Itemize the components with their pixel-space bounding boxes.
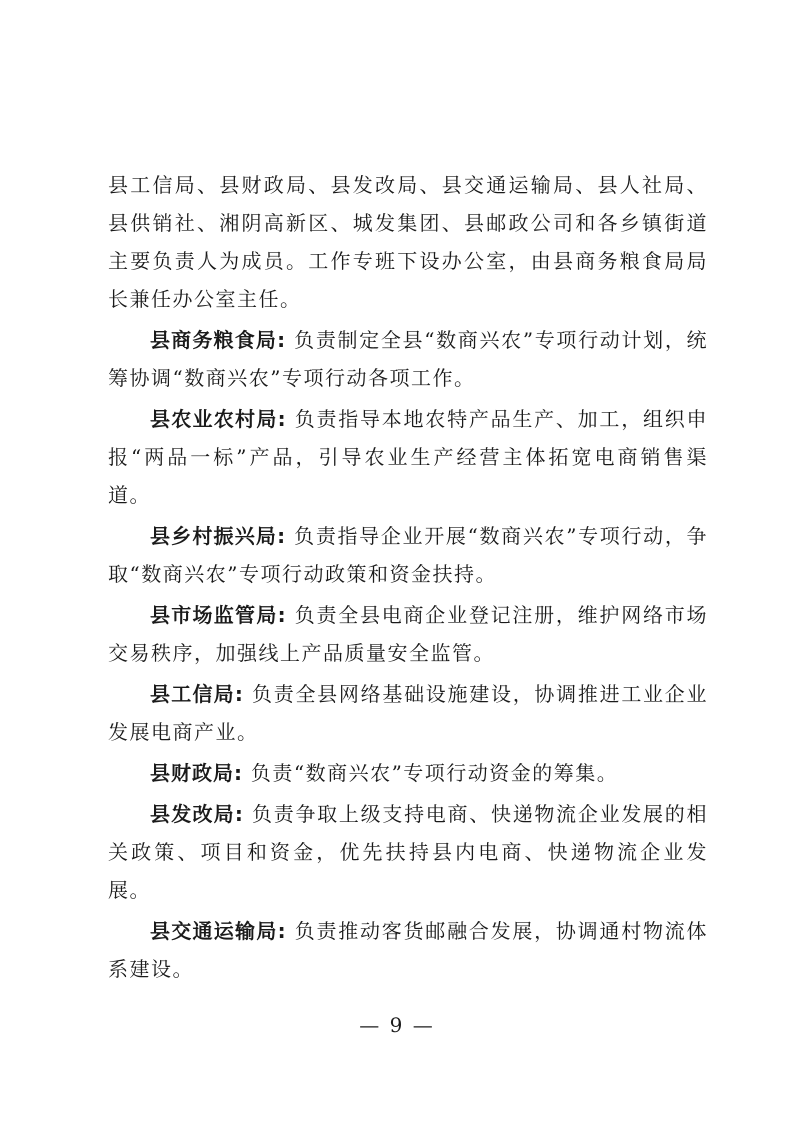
department-name: 县工信局 (150, 682, 235, 706)
opening-paragraph: 县工信局、县财政局、县发改局、县交通运输局、县人社局、县供销社、湘阴高新区、城发集团、县邮政公司和各乡镇街道主要负责人为成员。工作专班下设办公室，由县商务粮食局局长兼任办公室主任。 (108, 173, 708, 311)
department-separator: : (234, 802, 244, 826)
responsibility-text: 负责指导本地农特产品生产、加工，组织申报“两品一标”产品，引导农业生产经营主体拓宽电商销售渠道。 (108, 407, 708, 507)
department-separator: : (277, 919, 287, 943)
department-separator: : (277, 524, 287, 548)
responsibility-paragraph (108, 795, 708, 909)
responsibility-paragraph (108, 912, 708, 988)
department-separator: : (277, 603, 287, 627)
page-number: — 9 — (359, 1013, 435, 1037)
department-separator: : (234, 761, 243, 785)
document-body (108, 166, 708, 991)
department-separator: : (234, 682, 244, 706)
responsibility-text: 负责推动客货邮融合发展，协调通村物流体系建设。 (108, 919, 708, 981)
department-separator: : (277, 328, 287, 352)
responsibility-text: 负责“数商兴农”专项行动资金的筹集。 (250, 761, 619, 785)
department-name: 县商务粮食局 (150, 328, 278, 352)
department-name: 县交通运输局 (150, 919, 278, 943)
responsibility-paragraph (108, 754, 708, 792)
responsibility-text: 负责指导企业开展“数商兴农”专项行动，争取“数商兴农”专项行动政策和资金扶持。 (108, 524, 709, 586)
responsibility-paragraph (108, 675, 708, 751)
responsibility-text: 负责争取上级支持电商、快递物流企业发展的相关政策、项目和资金，优先扶持县内电商、快递物流企业发展。 (108, 802, 709, 902)
department-name: 县乡村振兴局 (150, 524, 278, 548)
department-name: 县市场监管局 (150, 603, 278, 627)
responsibility-paragraph (108, 517, 708, 593)
responsibility-text: 负责全县电商企业登记注册，维护网络市场交易秩序，加强线上产品质量安全监管。 (108, 603, 708, 665)
responsibility-paragraph (108, 596, 708, 672)
department-name: 县农业农村局 (150, 407, 278, 431)
responsibility-text: 负责全县网络基础设施建设，协调推进工业企业发展电商产业。 (108, 682, 709, 744)
responsibility-paragraph (108, 321, 708, 397)
responsibility-paragraph (108, 400, 708, 514)
department-name: 县财政局 (150, 761, 234, 785)
department-name: 县发改局 (150, 802, 235, 826)
responsibility-text: 负责制定全县“数商兴农”专项行动计划，统筹协调“数商兴农”专项行动各项工作。 (108, 328, 709, 390)
department-separator: : (277, 407, 287, 431)
